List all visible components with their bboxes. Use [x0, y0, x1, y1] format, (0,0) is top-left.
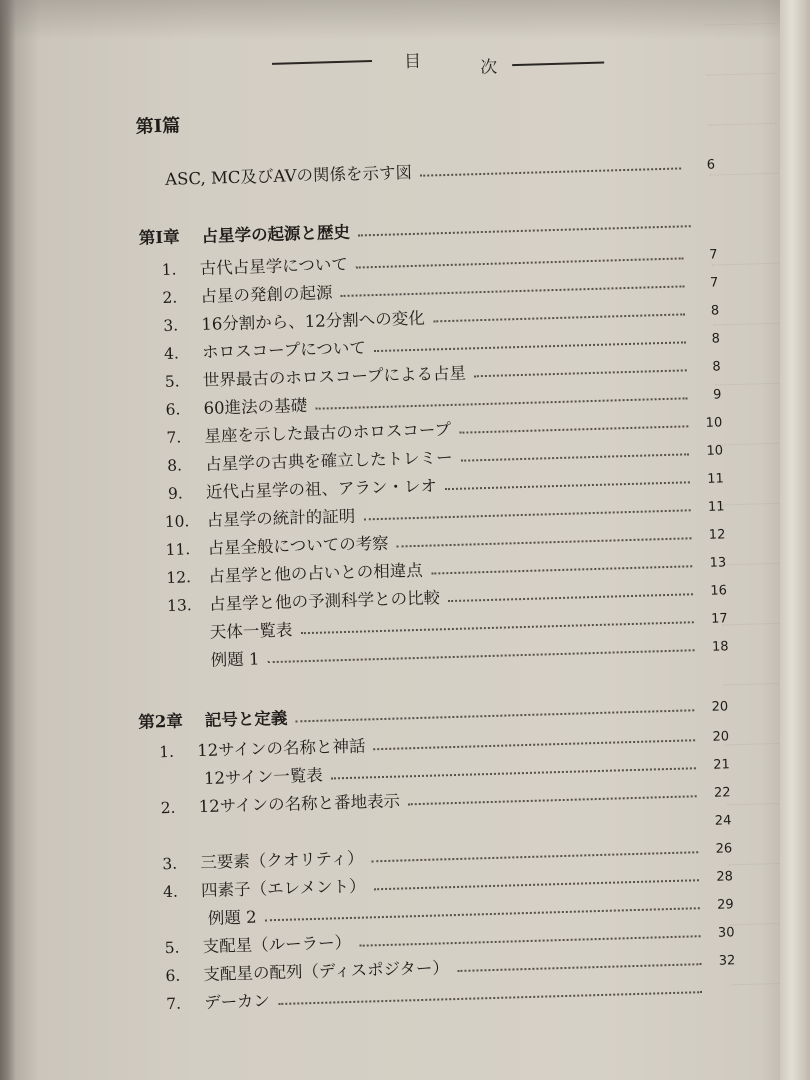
heading-rule-left	[272, 60, 372, 65]
entry-title: 占星の発創の起源	[200, 283, 333, 306]
entry-page: 12	[708, 527, 726, 543]
entry-title: 三要素（クオリティ）	[200, 848, 364, 873]
entry-title: 16分割から、12分割への変化	[201, 308, 425, 334]
leader-dots	[457, 963, 701, 972]
book-page	[14, 0, 810, 1080]
entry-page: 24	[714, 813, 732, 829]
leader-dots	[461, 453, 689, 461]
entry-number: 11．	[165, 540, 202, 559]
entry-number: 8．	[166, 456, 193, 475]
entry-title: 占星学の統計的証明	[206, 506, 356, 530]
entry-number: 3．	[163, 316, 189, 335]
chapter-title: 占星学の起源と歴史	[201, 222, 351, 246]
entry-number: 10．	[164, 512, 201, 531]
entry-number: 3．	[162, 854, 188, 874]
entry-title: 12サインの名称と神話	[196, 736, 366, 761]
entry-page: 10	[706, 443, 724, 459]
entry-page: 8	[711, 331, 721, 347]
leader-dots	[358, 225, 691, 236]
heading-rule-right	[512, 62, 604, 67]
entry-page: 8	[710, 303, 720, 319]
entry-title: 例題 2	[207, 907, 257, 928]
leader-dots	[459, 425, 688, 433]
leader-dots	[363, 509, 690, 520]
entry-title: 占星学と他の占いとの相違点	[208, 560, 424, 586]
leader-dots	[445, 481, 690, 490]
entry-page: 29	[716, 897, 734, 913]
entry-title: 占星学の古典を確立したトレミー	[204, 447, 453, 474]
entry-page: 26	[715, 841, 733, 857]
entry-page: 10	[705, 415, 723, 431]
entry-page: 17	[710, 611, 728, 627]
leader-dots	[372, 851, 699, 862]
leader-dots	[474, 369, 687, 377]
leader-dots	[267, 649, 694, 663]
entry-title: ASC, MC及びAVの関係を示す図	[164, 162, 413, 189]
leader-dots	[448, 593, 693, 602]
chapter-title: 記号と定義	[204, 708, 288, 730]
heading-char-right: 次	[479, 57, 498, 79]
entry-title: 占星全般についての考察	[207, 533, 389, 558]
entry-number: 7．	[166, 428, 193, 447]
leader-dots	[431, 565, 692, 574]
toc-heading	[272, 40, 603, 79]
leader-dots	[359, 935, 700, 947]
entry-page: 8	[712, 359, 721, 375]
entry-page: 20	[712, 729, 730, 745]
entry-title: 四素子（エレメント）	[200, 876, 366, 901]
entry-page: 21	[713, 757, 731, 773]
entry-page: 30	[717, 925, 735, 941]
entry-page: 7	[709, 275, 719, 291]
leader-dots	[408, 795, 697, 805]
entry-page: 11	[707, 471, 725, 487]
entry-title: ホロスコープについて	[201, 338, 367, 362]
entry-title: 近代占星学の祖、アラン・レオ	[205, 476, 438, 502]
entry-page	[710, 996, 736, 997]
entry-number: 12．	[166, 567, 202, 587]
entry-number: 5．	[164, 938, 191, 958]
entry-title: 例題 1	[210, 649, 260, 670]
entry-title: 世界最古のホロスコープによる占星	[202, 363, 467, 390]
entry-page: 16	[710, 583, 728, 599]
entry-title: 12サイン一覧表	[203, 765, 324, 788]
entry-number: 7．	[166, 994, 192, 1014]
entry-page: 32	[718, 953, 736, 969]
entry-page: 7	[709, 247, 718, 263]
entry-page: 18	[711, 639, 729, 655]
part-label: 第Ⅰ篇	[135, 115, 181, 138]
heading-char-left: 目	[403, 51, 422, 73]
leader-dots	[295, 709, 694, 722]
entry-title: 支配星の配列（ディスポジター）	[203, 958, 450, 985]
entry-number: 13．	[166, 595, 203, 615]
leader-dots	[331, 767, 696, 779]
entry-page: 28	[716, 869, 734, 885]
leader-dots	[374, 739, 696, 750]
entry-number: 4．	[163, 344, 190, 363]
entry-page: 22	[713, 785, 731, 801]
leader-dots	[278, 991, 702, 1005]
chapter-page: 20	[711, 699, 729, 715]
entry-title: 12サインの名称と番地表示	[198, 791, 401, 817]
entry-title: 60進法の基礎	[203, 395, 308, 418]
leader-dots	[433, 313, 685, 322]
entry-number: 2．	[160, 798, 187, 818]
entry-page: 13	[709, 555, 727, 571]
entry-title: デーカン	[203, 991, 271, 1013]
entry-number: 5．	[164, 372, 191, 391]
leader-dots	[374, 341, 686, 352]
entry-number: 9．	[167, 484, 194, 503]
book-page-stack-edge	[780, 0, 810, 1080]
chapter-label: 第Ⅰ章	[138, 227, 180, 248]
entry-number	[162, 845, 194, 846]
leader-dots	[374, 879, 699, 890]
leader-dots	[356, 257, 684, 268]
leader-dots	[420, 167, 681, 176]
entry-page: 6	[706, 157, 716, 173]
entry-number: 2．	[162, 288, 189, 307]
entry-title: 支配星（ルーラー）	[202, 932, 352, 957]
entry-title: 天体一覧表	[209, 620, 293, 642]
entry-number: 4．	[162, 882, 189, 902]
entry-number: 1．	[158, 742, 185, 762]
entry-title: 占星学と他の予測科学との比較	[208, 588, 441, 614]
entry-page: 11	[707, 499, 725, 515]
leader-dots	[341, 285, 685, 297]
leader-dots	[397, 537, 692, 547]
entry-title: 古代占星学について	[199, 254, 349, 278]
chapter-label: 第2章	[138, 711, 184, 732]
entry-number: 6．	[165, 400, 192, 419]
entry-title: 星座を示した最古のホロスコープ	[204, 419, 452, 446]
toc-entry-intro	[159, 148, 716, 190]
entry-page: 9	[712, 387, 722, 403]
entry-number: 1．	[161, 260, 188, 279]
entry-number: 6．	[165, 966, 192, 986]
